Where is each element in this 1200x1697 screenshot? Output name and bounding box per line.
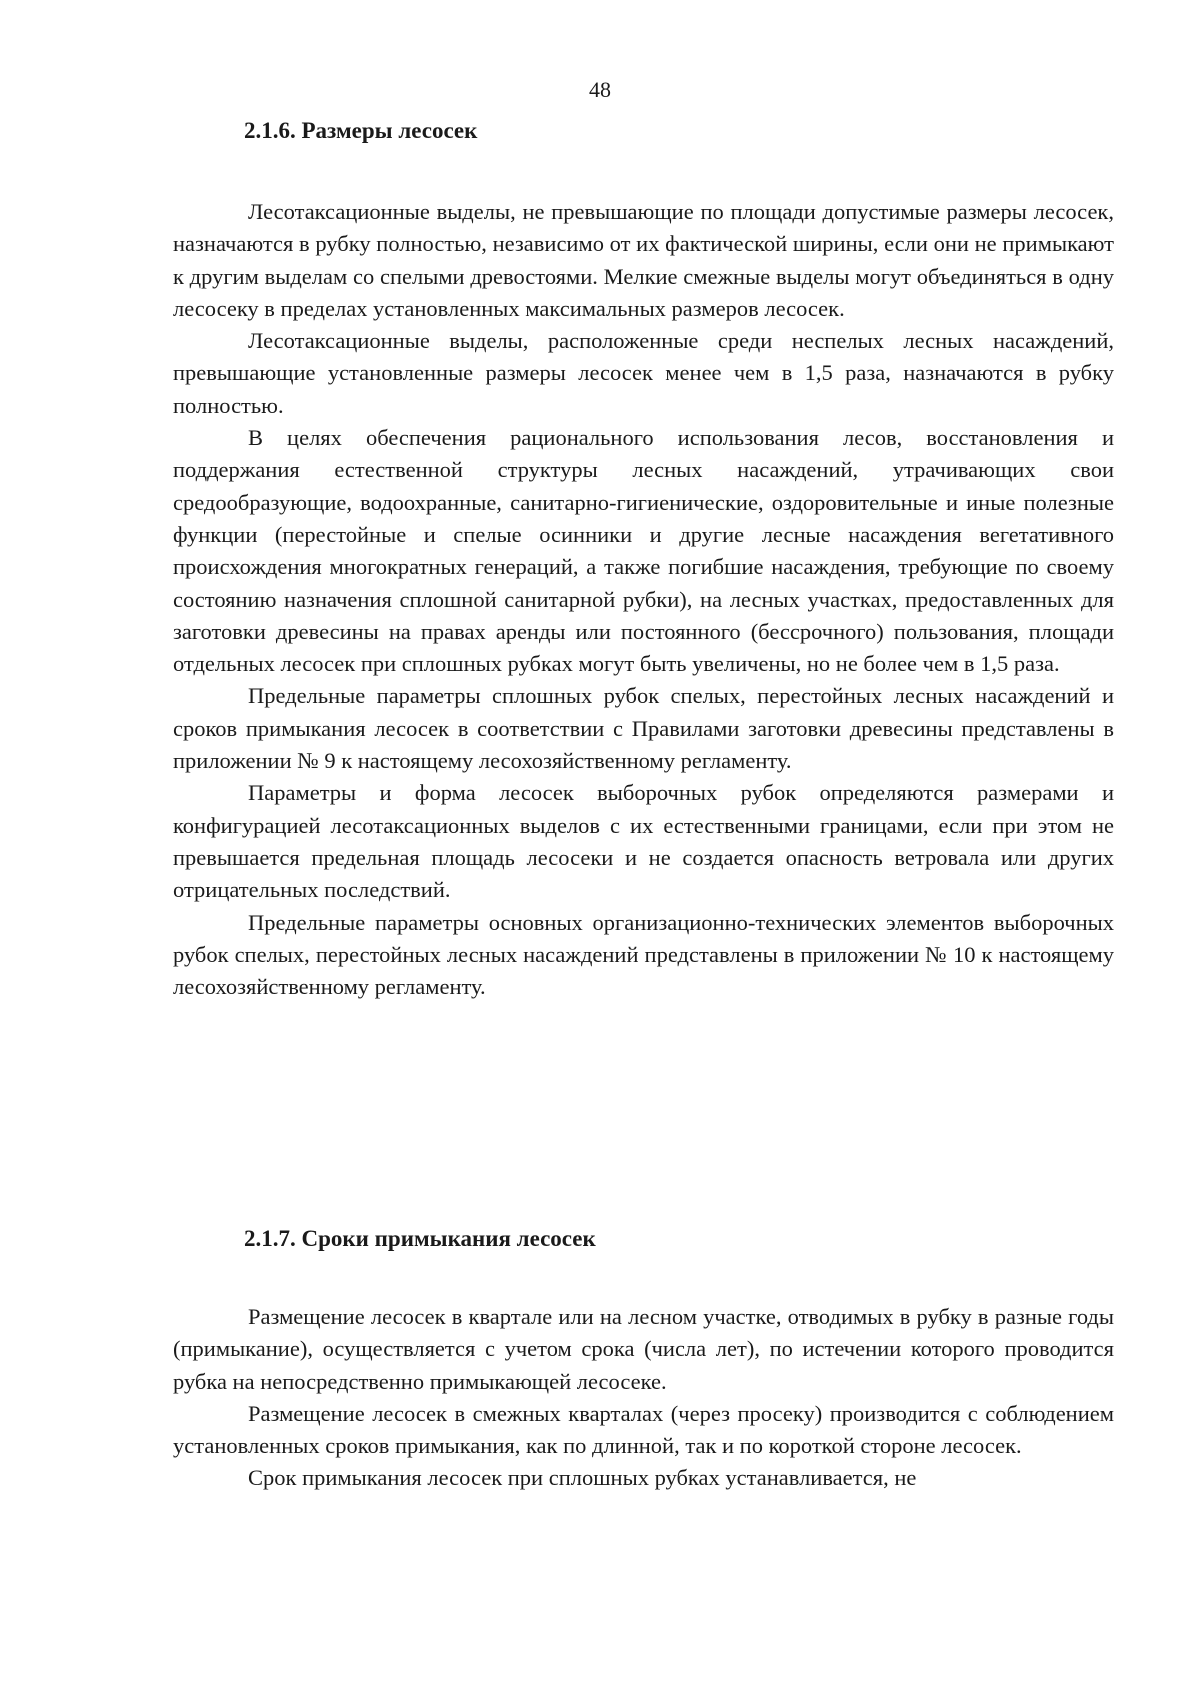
paragraph: Параметры и форма лесосек выборочных рубок определяются размерами и конфигурацией лесотаксационных выделов с их естественными границами, если при этом не превышается предельная площадь лесосеки и не создается опасность ветровала или других отрицательных последствий. <box>173 780 1114 903</box>
paragraph: Лесотаксационные выделы, расположенные среди неспелых лесных насаждений, превышающие установленные размеры лесосек менее чем в 1,5 раза, назначаются в рубку полностью. <box>173 328 1114 418</box>
section-heading-lesosek-size: 2.1.6. Размеры лесосек <box>244 118 478 143</box>
paragraph: Предельные параметры сплошных рубок спелых, перестойных лесных насаждений и сроков примыкания лесосек в соответствии с Правилами заготовки древесины представлены в приложении № 9 к настоящему лесохозяйственному регламенту. <box>173 683 1114 774</box>
paragraph: В целях обеспечения рационального использования лесов, восстановления и поддержания естественной структуры лесных насаждений, утрачивающих свои средообразующие, водоохранные, санитарно-гигиенические, оздоровительные и иные полезные функции (перестойные и спелые осинники и другие лесные насаждения вегетативного происхождения многократных генераций, а также погибшие насаждения, требующие по своему состоянию назначения сплошной санитарной рубки), на лесных участках, предоставленных для заготовки древесины на правах аренды или постоянного (бессрочного) пользования, площади отдельных лесосек при сплошных рубках могут быть увеличены, но не более чем в 1,5 раза. <box>173 425 1114 677</box>
page-number: 48 <box>589 77 611 102</box>
paragraph: Предельные параметры основных организационно-технических элементов выборочных рубок спелых, перестойных лесных насаждений представлены в приложении № 10 к настоящему лесохозяйственному регламенту. <box>173 909 1114 1000</box>
paragraph: Размещение лесосек в смежных кварталах (через просеку) производится с соблюдением установленных сроков примыкания, как по длинной, так и по короткой стороне лесосек. <box>173 1400 1114 1459</box>
paragraph: Лесотаксационные выделы, не превышающие по площади допустимые размеры лесосек, назначаются в рубку полностью, независимо от их фактической ширины, если они не примыкают к другим выделам со спелыми древостоями. Мелкие смежные выделы могут объединяться в одну лесосеку в пределах установленных максимальных размеров лесосек. <box>173 199 1114 321</box>
paragraph: Срок примыкания лесосек при сплошных рубках устанавливается, не <box>248 1465 917 1491</box>
section-body-adjacency-terms <box>173 1301 1114 1495</box>
section-body-lesosek-size <box>173 196 1114 1003</box>
section-heading-adjacency-terms: 2.1.7. Сроки примыкания лесосек <box>244 1226 596 1251</box>
paragraph: Размещение лесосек в квартале или на лесном участке, отводимых в рубку в разные годы (примыкание), осуществляется с учетом срока (числа лет), по истечении которого проводится рубка на непосредственно примыкающей лесосеке. <box>173 1304 1114 1394</box>
